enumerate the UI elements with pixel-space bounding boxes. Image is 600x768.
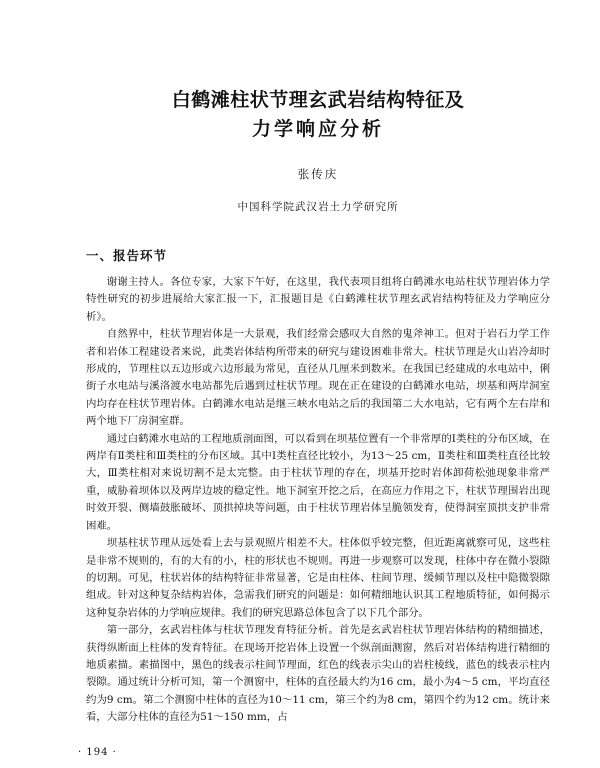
title-line-2: 力学响应分析 <box>251 118 384 140</box>
author-name: 张传庆 <box>297 167 339 181</box>
title-line-1: 白鹤滩柱状节理玄武岩结构特征及 <box>171 89 465 111</box>
body-paragraph: 自然界中，柱状节理岩体是一大景观，我们经常会感叹大自然的鬼斧神工。但对于岩石力学工作者和岩体工程建设者来说，此类岩体结构所带来的研究与建设困难非常大。柱状节理是火山岩冷却时形成的，节理柱以五边形或六边形最为常见，直径从几厘米到数米。在我国已经建成的水电站中，俐街子水电站与溪洛渡水电站都先后遇到过柱状节理。现在正在建设的白鹤滩水电站，坝基和两岸洞室内均存在柱状节理岩体。白鹤滩水电站是继三峡水电站之后的我国第二大水电站，它有两个左右岸和两个地下厂房洞室群。 <box>86 328 550 428</box>
author-affiliation: 中国科学院武汉岩土力学研究所 <box>237 201 399 213</box>
body-paragraph: 第一部分，玄武岩柱体与柱状节理发育特征分析。首先是玄武岩柱状节理岩体结构的精细描述，获得纵断面上柱体的发育特征。在现场开挖岩体上设置一个纵剖面测窗，然后对岩体结构进行精细的地质素描。素描图中，黑色的线表示柱间节理面，红色的线表示尖山的岩柱棱线，蓝色的线表示柱内裂隙。通过统计分析可知，第一个测窗中，柱体的直径最大约为16 cm，最小为4～5 cm，平均直径约为9 cm。第二个测窗中柱体的直径为10～11 cm，第三个约为8 cm，第四个约为12 cm。统计来看，大部分柱体的直径为51～150 mm，占 <box>86 624 550 724</box>
paper-title <box>86 86 550 144</box>
page-number: · 194 · <box>78 747 117 758</box>
body-paragraph: 通过白鹤滩水电站的工程地质剖面图，可以看到在坝基位置有一个非常厚的Ⅰ类柱的分布区域，在两岸有Ⅱ类柱和Ⅲ类柱的分布区域。其中Ⅰ类柱直径比较小，为13～25 cm，Ⅱ类柱和Ⅲ类柱直径比较大，Ⅲ类柱相对来说切割不是太完整。由于柱状节理的存在，坝基开挖时岩体卸荷松弛现象非常严重，威胁着坝体以及两岸边坡的稳定性。地下洞室开挖之后，在高应力作用之下，柱状节理围岩出现时效开裂、侧墙鼓胀破坏、顶拱掉块等问题，由于柱状节理岩体呈脆领发育，使得洞室顶拱支护非常困难。 <box>86 432 550 532</box>
body-paragraph: 坝基柱状节理从远处看上去与景观照片相差不大。柱体似乎较完整，但近距离就察可见，这些柱是非常不规则的，有的大有的小，柱的形状也不规则。再进一步观察可以发现，柱体中存在微小裂隙的切割。可见，柱状岩体的结构特征非常显著，它是由柱体、柱间节理、缓倾节理以及柱中隐微裂隙组成。针对这种复杂结构岩体，急需我们研究的问题是：如何精细地认识其工程地质特征，如何揭示这种复杂岩体的力学响应规律。我们的研究思路总体包含了以下几个部分。 <box>86 537 550 619</box>
body-paragraph: 谢谢主持人。各位专家，大家下午好，在这里，我代表项目组将白鹤滩水电站柱状节理岩体力学特性研究的初步进展给大家汇报一下，汇报题目是《白鹤滩柱状节理玄武岩结构特征及力学响应分析》。 <box>86 276 550 323</box>
section-heading: 一、报告环节 <box>86 248 168 263</box>
